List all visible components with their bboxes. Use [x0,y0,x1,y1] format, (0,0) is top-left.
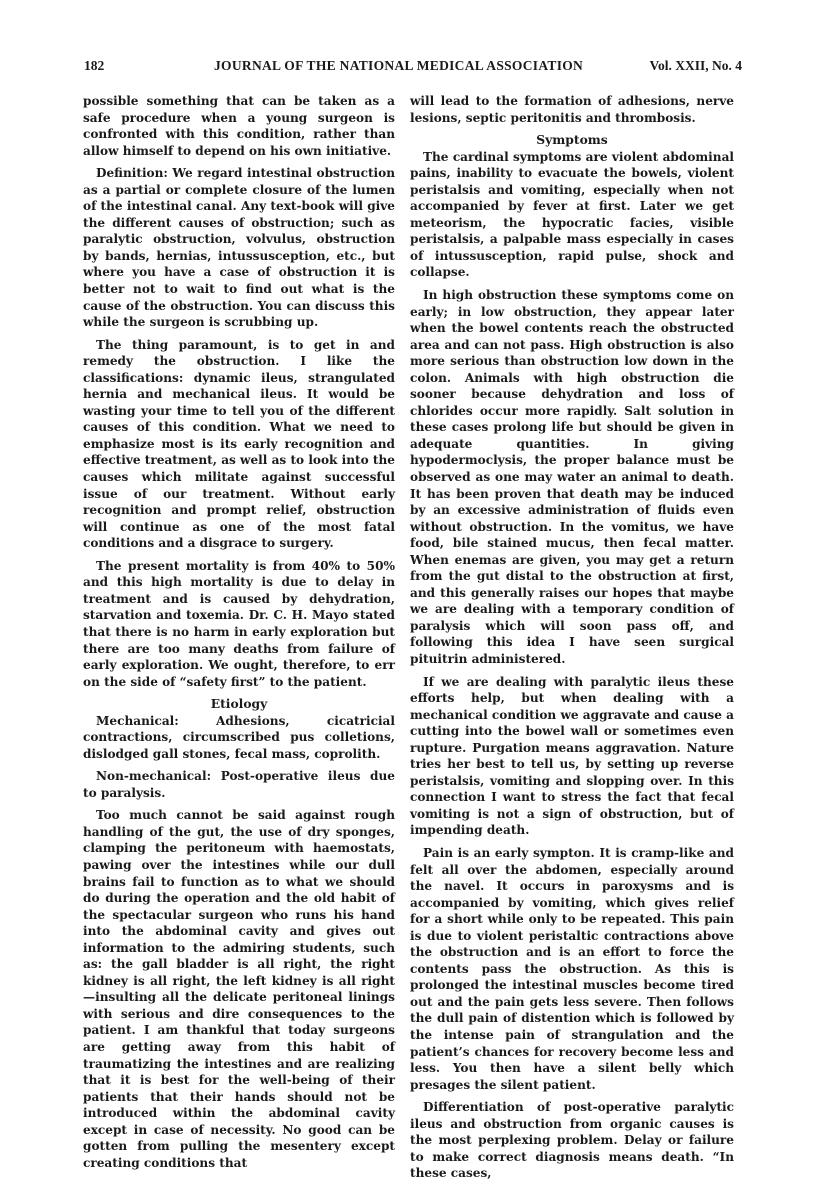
paragraph: The thing paramount, is to get in and remedy the obstruction. I like the classifications: dynamic ileus, strangulated hernia and mechanical ileus. It would be wasting your time to tell you of the different causes of this condition. What we need to emphasize most is its early recognition and effective treatment, as well as to look into the causes which militate against successful issue of our treatment. Without early recognition and prompt relief, obstruction will continue as one of the most fatal conditions and a disgrace to surgery. [83,337,395,551]
left-column [83,93,395,1170]
right-column [410,93,734,1181]
paragraph: possible something that can be taken as a safe procedure when a young surgeon is confronted with this condition, rather than allow himself to depend on his own initiative. [83,94,395,158]
paragraph: The cardinal symptoms are violent abdominal pains, inability to evacuate the bowels, violent peristalsis and vomiting, especially when not accompanied by fever at first. Later we get meteorism, the hypocratic facies, visible peristalsis, a palpable mass especially in cases of intussusception, rapid pulse, shock and collapse. [410,149,734,280]
paragraph: In high obstruction these symptoms come on early; in low obstruction, they appear later when the bowel contents reach the obstructed area and can not pass. High obstruction is also more serious than obstruction low down in the colon. Animals with high obstruction die sooner because dehydration and loss of chlorides occur more rapidly. Salt solution in these cases prolong life but should be given in adequate quantities. In giving hypodermoclysis, the proper balance must be observed as one may water an animal to death. It has been proven that death may be induced by an excessive administration of fluids even without obstruction. In the vomitus, we have food, bile stained mucus, then fecal matter. When enemas are given, you may get a return from the gut distal to the obstruction at first, and this generally raises our hopes that maybe we are dealing with a temporary condition of paralysis which will soon pass off, and following this idea I have seen surgical pituitrin administered. [410,287,734,666]
volume-issue: Vol. XXII, No. 4 [649,58,742,73]
paragraph-non-mechanical: Non-mechanical: Post-operative ileus due to paralysis. [83,769,395,800]
paragraph-definition: Definition: We regard intestinal obstruction as a partial or complete closure of the lumen of the intestinal canal. Any text-book will give the different causes of obstruction; such as paralytic obstruction, volvulus, obstruction by bands, hernias, intussusception, etc., but where you have a case of obstruction it is better not to wait to find out what is the cause of the obstruction. You can discuss this while the surgeon is scrubbing up. [83,166,395,330]
paragraph: Too much cannot be said against rough handling of the gut, the use of dry sponges, clamping the peritoneum with haemostats, pawing over the intestines while our dull brains fail to function as to what we should do during the operation and the old habit of the spectacular surgeon who runs his hand into the abdominal cavity and gives out information to the admiring students, such as: the gall bladder is all right, the right kidney is all right, the left kidney is all right—insulting all the delicate peritoneal linings with serious and dire consequences to the patient. I am thankful that today surgeons are getting away from this habit of traumatizing the intestines and are realizing that it is best for the well-being of their patients that their hands should not be introduced within the abdominal cavity except in case of necessity. No good can be gotten from pulling the mesentery except creating conditions that [83,808,395,1170]
section-heading-etiology: Etiology [210,696,268,712]
paragraph: If we are dealing with paralytic ileus these efforts help, but when dealing with a mechanical condition we aggravate and cause a cutting into the bowel wall or sometimes even rupture. Purgation means aggravation. Nature tries her best to tell us, by setting up reverse peristalsis, vomiting and slopping over. In this connection I want to stress the fact that fecal vomiting is not a sign of obstruction, but of impending death. [410,674,734,838]
paragraph: will lead to the formation of adhesions, nerve lesions, septic peritonitis and thrombosis. [410,94,734,125]
journal-title: JOURNAL OF THE NATIONAL MEDICAL ASSOCIATION [214,58,584,73]
section-heading-symptoms: Symptoms [536,132,608,148]
paragraph: Pain is an early sympton. It is cramp-like and felt all over the abdomen, especially around the navel. It occurs in paroxysms and is accompanied by vomiting, which gives relief for a short while only to be repeated. This pain is due to violent peristaltic contractions above the obstruction and is an effort to force the contents pass the obstruction. As this is prolonged the intestinal muscles become tired out and the pain gets less severe. Then follows the dull pain of distention which is followed by the intense pain of strangulation and the patient’s chances for recovery become less and less. You then have a silent belly which presages the silent patient. [410,846,734,1092]
paragraph-mechanical: Mechanical: Adhesions, cicatricial contractions, circumscribed pus colletions, dislodged gall stones, fecal mass, coprolith. [83,713,395,761]
paragraph-mortality: The present mortality is from 40% to 50% and this high mortality is due to delay in treatment and is caused by dehydration, starvation and toxemia. Dr. C. H. Mayo stated that there is no harm in early exploration but there are too many deaths from failure of early exploration. We ought, therefore, to err on the side of “safety first” to the patient. [83,558,395,689]
page-number: 182 [84,58,105,73]
paragraph: Differentiation of post-operative paralytic ileus and obstruction from organic causes is the most perplexing problem. Delay or failure to make correct diagnosis means death. “In these cases, [410,1100,734,1181]
running-header [84,58,742,78]
